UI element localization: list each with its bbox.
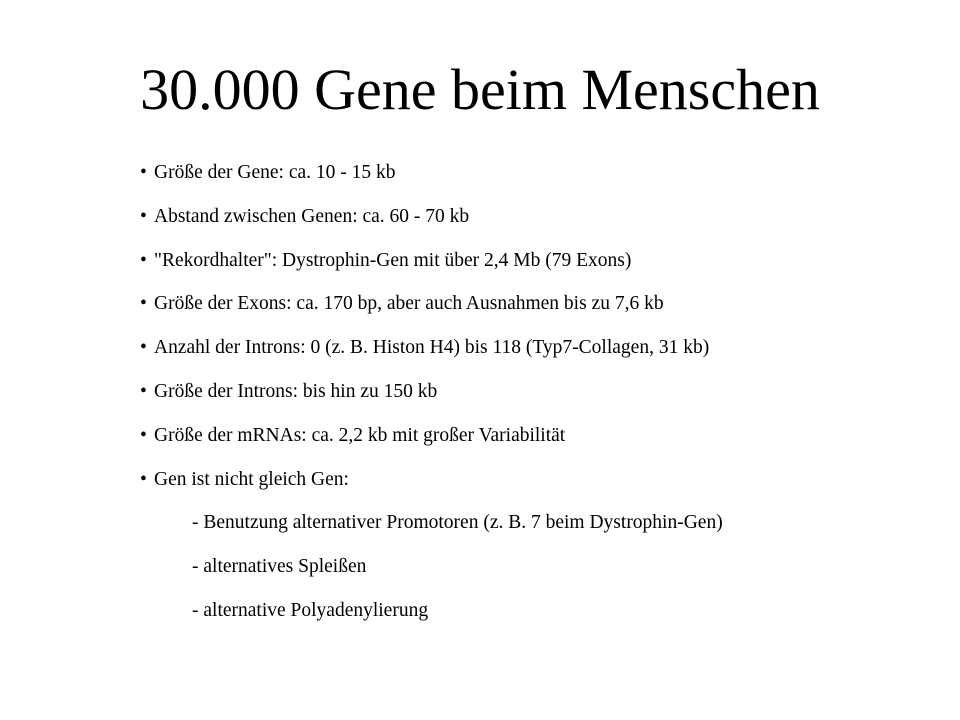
bullet-icon: •: [140, 337, 147, 359]
list-item-text: Größe der Gene: ca. 10 - 15 kb: [154, 162, 396, 183]
list-item: [140, 289, 930, 319]
list-item: [140, 377, 930, 407]
bullet-icon: •: [140, 380, 147, 402]
sub-list-item-text: - Benutzung alternativer Promotoren (z. B. 7 beim Dystrophin-Gen): [192, 512, 723, 534]
list-item-text: Größe der Exons: ca. 170 bp, aber auch Ausnahmen bis zu 7,6 kb: [154, 293, 664, 315]
sub-list-item-text: - alternative Polyadenylierung: [192, 599, 429, 621]
sub-list-item-text: - alternatives Spleißen: [192, 556, 367, 578]
list-item: [140, 333, 930, 363]
bullet-icon: •: [140, 205, 147, 227]
list-item: [140, 202, 930, 232]
list-item-text: "Rekordhalter": Dystrophin-Gen mit über 2,4 Mb (79 Exons): [154, 249, 632, 271]
bullet-icon: •: [140, 468, 147, 490]
list-item: [140, 421, 930, 451]
list-item: [140, 158, 930, 188]
list-item-text: Größe der Introns: bis hin zu 150 kb: [154, 380, 438, 402]
list-item-text: Anzahl der Introns: 0 (z. B. Histon H4) bis 118 (Typ7-Collagen, 31 kb): [154, 337, 710, 359]
bullet-icon: •: [140, 162, 147, 183]
bullet-icon: •: [140, 424, 147, 446]
bullet-icon: •: [140, 293, 147, 315]
sub-list-item: [140, 508, 930, 538]
list-item: [140, 246, 930, 276]
list-item-text: Größe der mRNAs: ca. 2,2 kb mit großer Variabilität: [154, 424, 566, 446]
sub-list-item: [140, 552, 930, 582]
sub-list-item: [140, 596, 930, 626]
list-item: [140, 465, 930, 495]
bullet-list: [140, 158, 930, 640]
slide-title: 30.000 Gene beim Menschen: [140, 57, 820, 122]
list-item-text: Abstand zwischen Genen: ca. 60 - 70 kb: [154, 205, 470, 227]
bullet-icon: •: [140, 249, 147, 271]
list-item-text: Gen ist nicht gleich Gen:: [154, 468, 349, 490]
